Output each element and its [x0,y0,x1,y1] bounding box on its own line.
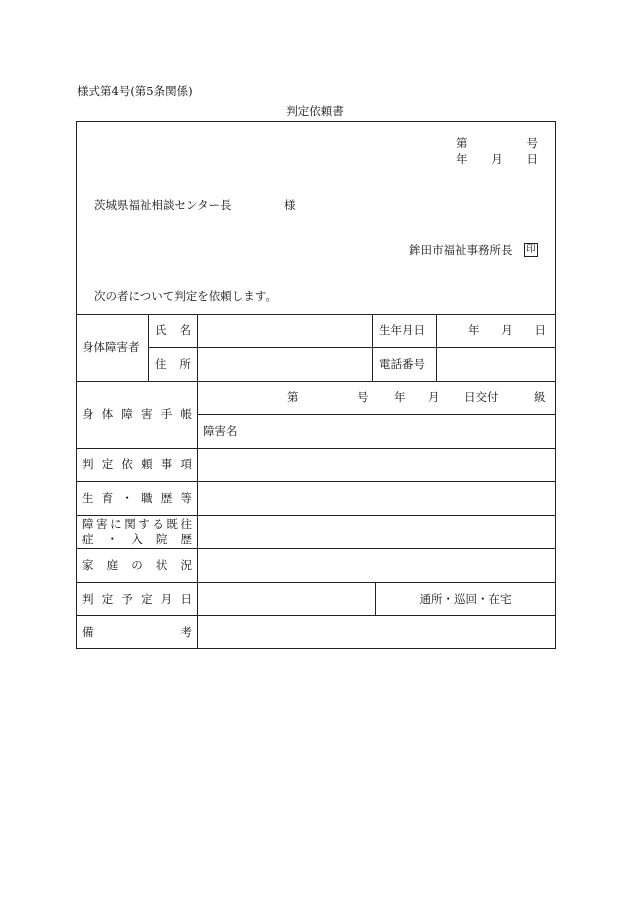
document-number-line [456,138,538,150]
scheduled-date-char: 月 [160,592,173,606]
handbook-label-char: 手 [160,407,173,421]
row-divider [76,582,556,583]
scheduled-date-char: 日 [180,592,192,606]
request-items-char: 定 [101,457,114,471]
scheduled-date-char: 定 [101,592,114,606]
upbringing-char: 等 [180,491,192,505]
medical-history-char: ・ [106,532,119,546]
medical-history-char: 院 [155,532,168,546]
judgment-method-options: 通所・巡回・在宅 [419,592,512,606]
disability-name-label: 障害名 [203,424,238,438]
upbringing-char: ・ [121,491,133,505]
row-divider [76,615,556,616]
medical-history-char: 歴 [180,532,192,546]
row-divider [148,347,556,348]
scheduled-date-char: 予 [121,592,133,606]
birth-year: 年 [468,323,480,337]
phone-label: 電話番号 [379,357,425,371]
family-char: 家 [82,558,94,572]
request-items-char: 頼 [141,457,153,471]
request-items-char: 事 [160,457,173,471]
issue-date-line [456,154,538,166]
upbringing-char: 生 [82,491,94,505]
birthdate-label: 生年月日 [379,323,425,337]
row-divider [76,381,556,382]
column-divider [436,314,437,381]
birthdate-fields [468,325,546,337]
medical-history-char: に [110,517,122,531]
medical-history-char: 障 [82,517,94,531]
scheduled-date-label [82,594,192,606]
seal-mark: 印 [524,243,538,257]
row-divider [76,548,556,549]
birth-day: 日 [534,323,546,337]
request-items-char: 項 [180,457,192,471]
remarks-char: 備 [82,625,94,639]
medical-history-char: る [152,517,164,531]
sender: 鉾田市福祉事務所長 [409,243,513,257]
medical-history-char: 害 [96,517,108,531]
handbook-label-char: 帳 [180,407,192,421]
name-label [155,325,191,337]
column-divider [148,314,149,381]
handbook-issue-month: 月 [428,390,440,404]
request-items-char: 判 [82,457,94,471]
handbook-label-char: 害 [141,407,153,421]
name-label-char: 名 [179,323,191,337]
column-divider [197,314,198,649]
column-divider [372,314,373,381]
request-items-label [82,459,192,471]
medical-history-char: 既 [166,517,178,531]
date-year: 年 [456,152,468,166]
addressee: 茨城県福祉相談センター長 [94,198,232,212]
handbook-number-prefix: 第 [287,390,299,404]
family-char: の [131,558,143,572]
date-day: 日 [526,152,538,166]
row-divider [76,448,556,449]
date-month: 月 [491,152,503,166]
row-divider [76,515,556,516]
handbook-grade: 級 [534,390,546,404]
handbook-label-char: 障 [121,407,133,421]
handbook-issue-year: 年 [394,390,406,404]
medical-history-char: 往 [180,517,192,531]
row-divider [76,481,556,482]
handbook-number-suffix: 号 [357,390,369,404]
address-label-char: 住 [155,357,167,371]
medical-history-char: 関 [124,517,136,531]
handbook-issue-day: 日交付 [464,390,499,404]
remarks-label [82,627,192,639]
number-prefix: 第 [456,136,468,150]
request-items-char: 依 [121,457,133,471]
number-suffix: 号 [526,136,538,150]
name-label-char: 氏 [155,323,167,337]
medical-history-label-line2 [82,534,192,546]
upbringing-char: 育 [101,491,114,505]
request-statement: 次の者について判定を依頼します。 [94,289,277,303]
form-number: 様式第4号(第5条関係) [77,84,193,98]
remarks-char: 考 [180,625,192,639]
handbook-label [82,409,192,421]
family-char: 状 [155,558,168,572]
upbringing-char: 歴 [160,491,173,505]
birth-month: 月 [501,323,513,337]
upbringing-char: 職 [141,491,153,505]
family-situation-label [82,560,192,572]
medical-history-label-line1 [82,519,192,531]
upbringing-career-label [82,493,192,505]
address-label-char: 所 [179,357,191,371]
family-char: 況 [180,558,192,572]
family-char: 庭 [106,558,119,572]
handbook-label-char: 体 [101,407,114,421]
document-title: 判定依頼書 [286,104,344,118]
handbook-label-char: 身 [82,407,94,421]
row-divider [197,414,556,415]
addressee-honorific: 様 [284,198,296,212]
medical-history-char: 症 [82,532,94,546]
address-label [155,359,191,371]
medical-history-char: す [138,517,150,531]
disabled-person-label: 身体障害者 [82,340,140,354]
scheduled-date-char: 定 [141,592,153,606]
medical-history-char: 入 [131,532,143,546]
scheduled-date-char: 判 [82,592,94,606]
